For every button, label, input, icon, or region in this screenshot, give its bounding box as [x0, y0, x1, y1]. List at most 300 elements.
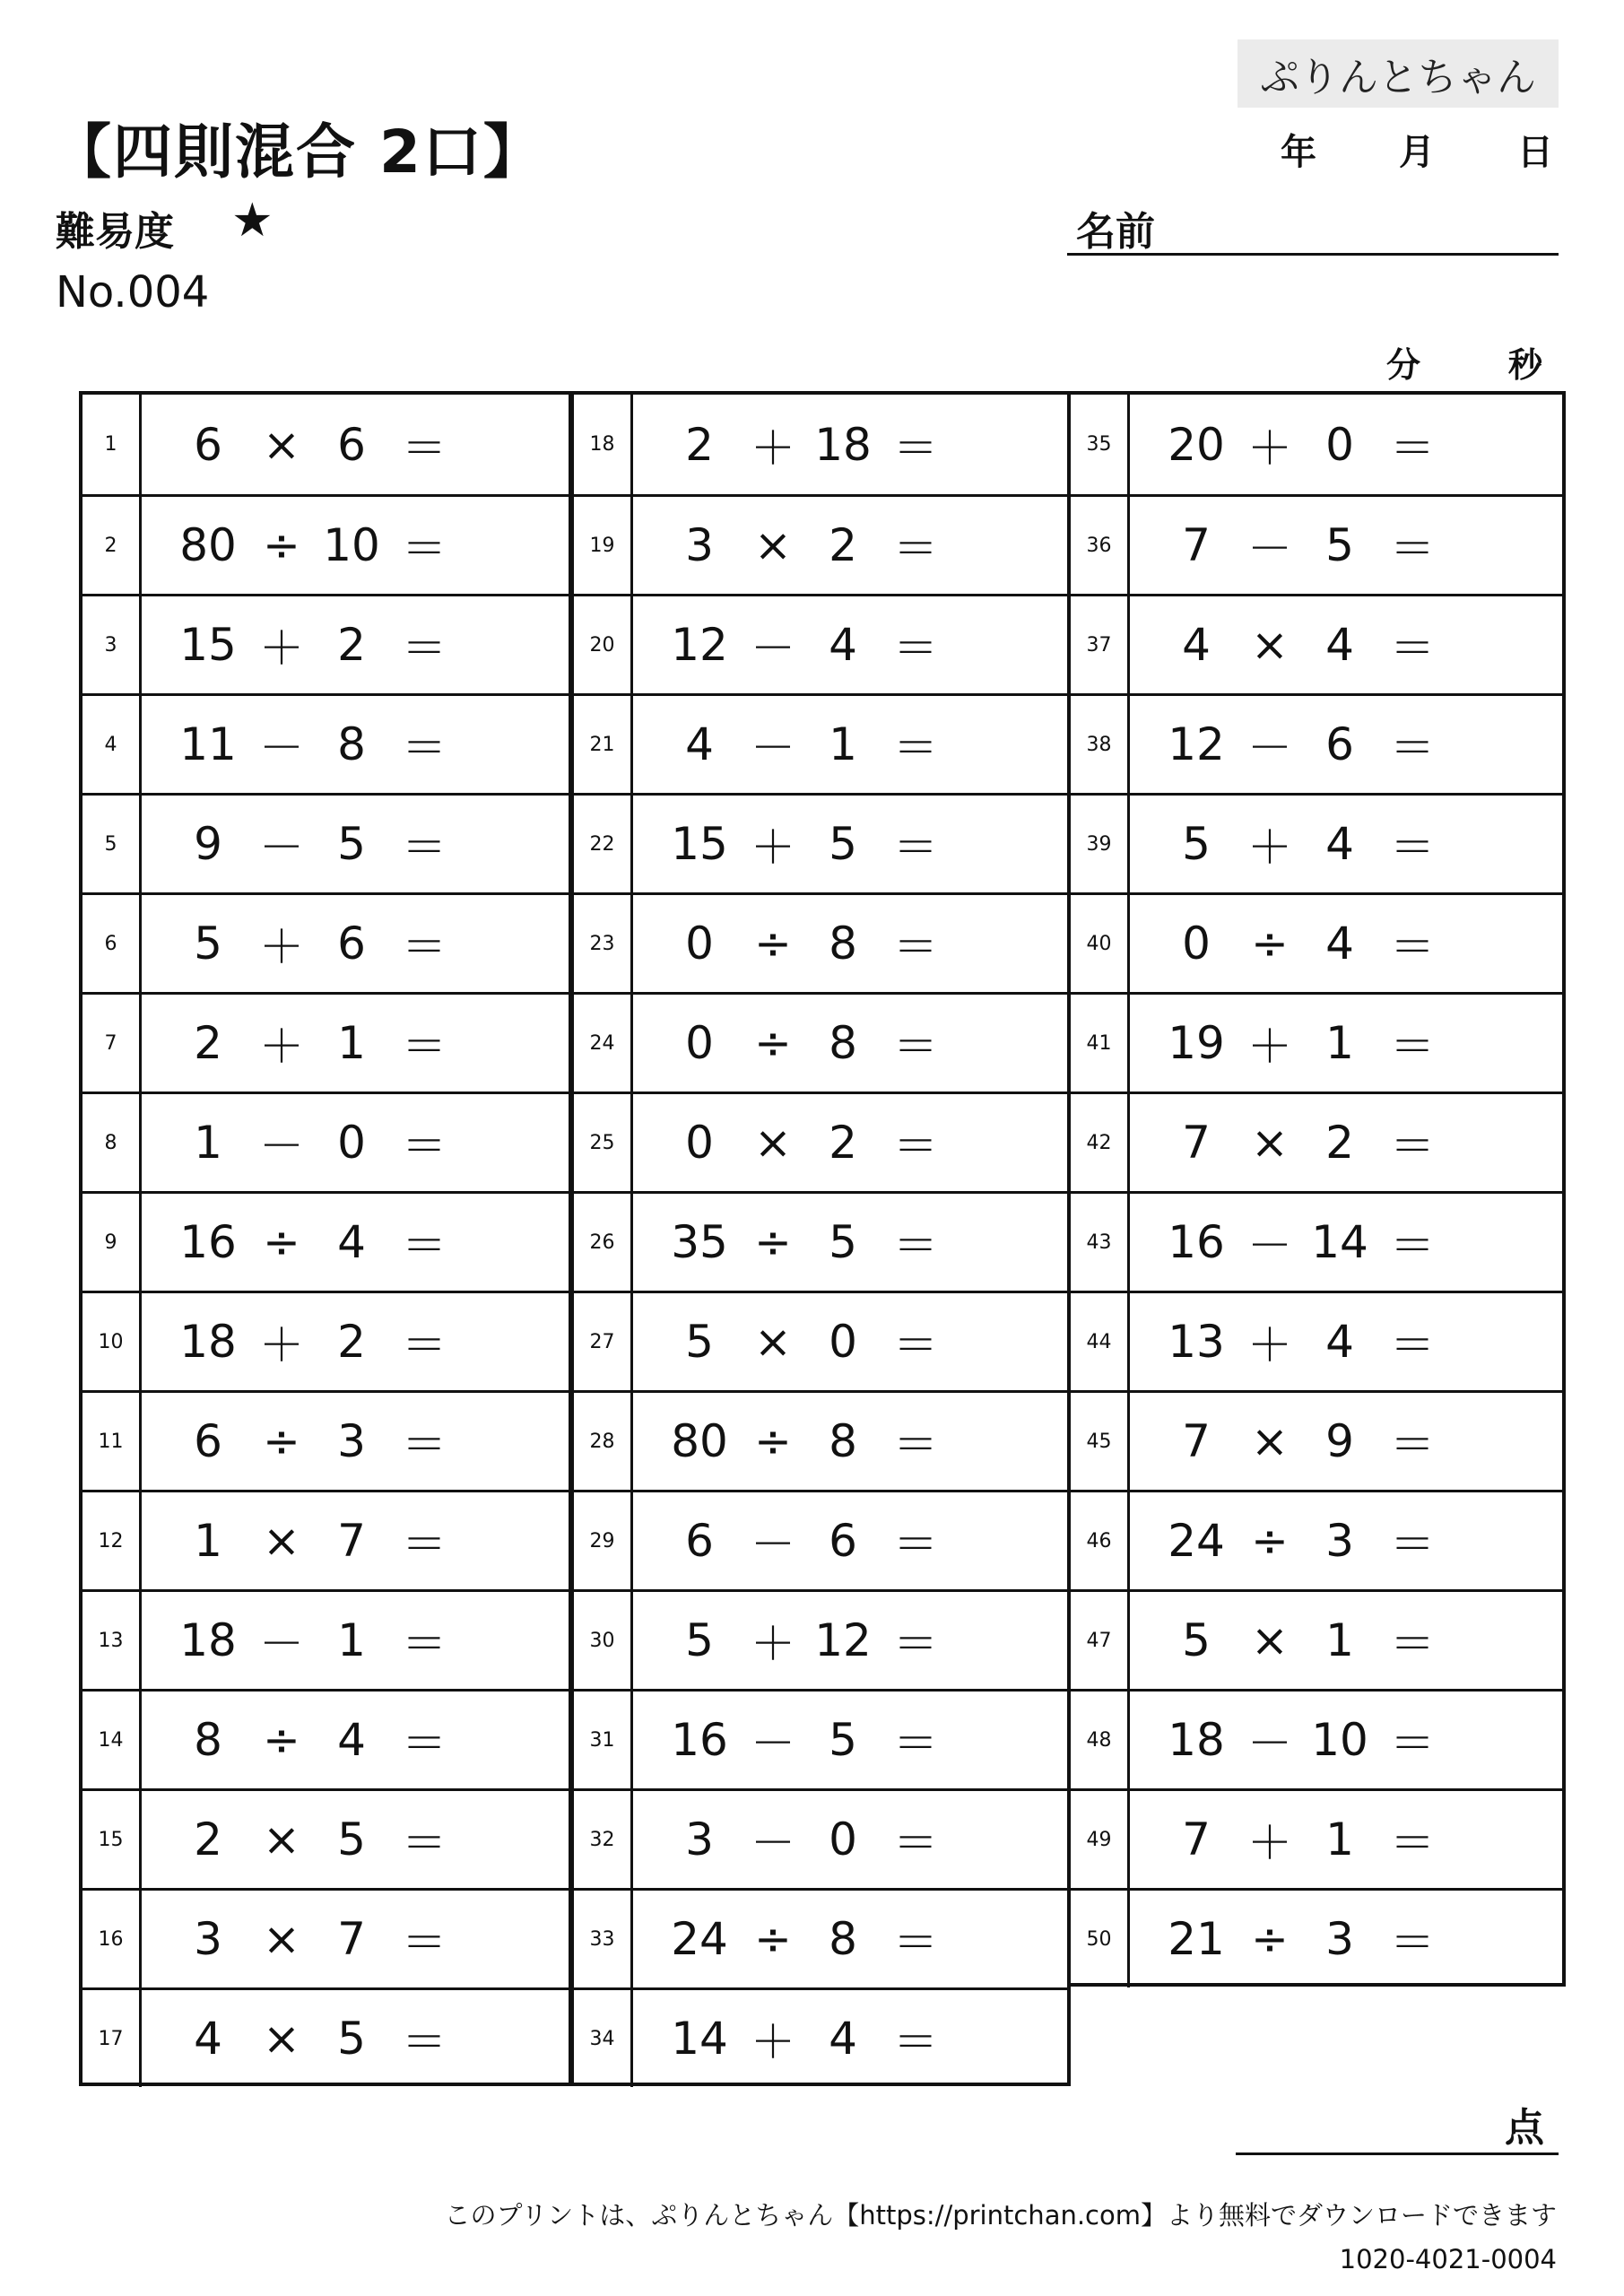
equals-sign: ＝ [402, 1917, 447, 1969]
problem-row [1071, 1191, 1562, 1291]
problem-expression [1130, 1393, 1562, 1490]
problem-number: 28 [574, 1393, 633, 1490]
equals-sign: ＝ [402, 1319, 447, 1371]
date-month-label: 月 [1399, 132, 1435, 173]
problem-number: 39 [1071, 796, 1130, 892]
operator: × [1251, 1614, 1289, 1666]
problem-number: 4 [83, 696, 142, 793]
operand-a: 5 [1182, 818, 1211, 870]
problem-number: 26 [574, 1194, 633, 1291]
brand-badge: ぷりんとちゃん [1238, 39, 1559, 108]
operator: ＋ [751, 2016, 795, 2068]
problem-expression [142, 1791, 569, 1888]
operator: ＋ [751, 822, 795, 874]
operator: － [751, 1817, 795, 1869]
equals-sign: ＝ [1390, 1120, 1435, 1172]
problem-number: 44 [1071, 1293, 1130, 1390]
problem-row [83, 1589, 569, 1689]
operand-b: 1 [1325, 1614, 1354, 1666]
operator: － [1247, 722, 1292, 774]
equals-sign: ＝ [893, 622, 938, 674]
problem-row [83, 1888, 569, 1987]
equals-sign: ＝ [893, 523, 938, 575]
problem-row [574, 1987, 1067, 2087]
operand-b: 2 [829, 1117, 857, 1169]
operand-b: 0 [829, 1813, 857, 1866]
problem-row [574, 1291, 1067, 1390]
operand-a: 1 [194, 1117, 222, 1169]
problem-expression [142, 1094, 569, 1191]
problem-number: 21 [574, 696, 633, 793]
problem-number: 7 [83, 995, 142, 1091]
operand-b: 8 [337, 718, 366, 770]
operand-b: 4 [829, 619, 857, 671]
equals-sign: ＝ [893, 1917, 938, 1969]
operand-a: 24 [1168, 1515, 1225, 1567]
problem-row [1071, 892, 1562, 992]
operator: － [751, 1718, 795, 1770]
problem-row [574, 992, 1067, 1091]
equals-sign: ＝ [893, 1120, 938, 1172]
operand-a: 3 [685, 519, 714, 571]
problem-row [83, 1291, 569, 1390]
operand-b: 4 [1325, 1316, 1354, 1368]
equals-sign: ＝ [1390, 1817, 1435, 1869]
equals-sign: ＝ [893, 2016, 938, 2068]
problem-number: 37 [1071, 596, 1130, 693]
equals-sign: ＝ [1390, 921, 1435, 973]
equals-sign: ＝ [893, 1817, 938, 1869]
operand-b: 7 [337, 1515, 366, 1567]
footer-note: このプリントは、ぷりんとちゃん【https://printchan.com】より無料でダウンロードできます [444, 2200, 1557, 2231]
operand-b: 5 [829, 818, 857, 870]
problem-expression [633, 1194, 1067, 1291]
score-label: 点 [1505, 2105, 1544, 2151]
problem-expression [1130, 1492, 1562, 1589]
operator: － [1247, 1220, 1292, 1272]
operand-b: 2 [337, 1316, 366, 1368]
problem-expression [142, 895, 569, 992]
equals-sign: ＝ [893, 822, 938, 874]
operand-b: 9 [1325, 1415, 1354, 1467]
equals-sign: ＝ [402, 422, 447, 474]
equals-sign: ＝ [402, 1021, 447, 1073]
problem-number: 16 [83, 1891, 142, 1987]
problem-expression [142, 395, 569, 494]
problem-row [83, 1091, 569, 1191]
equals-sign: ＝ [402, 1120, 447, 1172]
operand-b: 1 [829, 718, 857, 770]
problem-column-3 [1067, 391, 1566, 1987]
operator: ＋ [1247, 422, 1292, 474]
problem-row [83, 1490, 569, 1589]
problem-expression [1130, 1891, 1562, 1987]
operator: × [263, 418, 300, 471]
problem-number: 9 [83, 1194, 142, 1291]
operand-b: 6 [337, 918, 366, 970]
operator: ＋ [259, 1021, 304, 1073]
problem-row [574, 892, 1067, 992]
operator: ＋ [259, 1319, 304, 1371]
operand-a: 35 [671, 1216, 728, 1268]
equals-sign: ＝ [893, 1419, 938, 1471]
problem-number: 24 [574, 995, 633, 1091]
problem-number: 10 [83, 1293, 142, 1390]
operator: ÷ [754, 1415, 792, 1467]
operator: － [1247, 523, 1292, 575]
operand-b: 8 [829, 1415, 857, 1467]
problem-number: 29 [574, 1492, 633, 1589]
operand-a: 2 [194, 1813, 222, 1866]
operand-a: 5 [1182, 1614, 1211, 1666]
problem-number: 34 [574, 1990, 633, 2087]
problem-expression [633, 1791, 1067, 1888]
time-seconds-label: 秒 [1508, 345, 1543, 385]
operand-a: 13 [1168, 1316, 1225, 1368]
problem-expression [1130, 1293, 1562, 1390]
difficulty-star-icon: ★ [231, 194, 274, 248]
operand-b: 2 [829, 519, 857, 571]
operator: × [263, 2013, 300, 2065]
equals-sign: ＝ [1390, 1718, 1435, 1770]
equals-sign: ＝ [893, 1220, 938, 1272]
problem-expression [633, 995, 1067, 1091]
equals-sign: ＝ [402, 921, 447, 973]
operand-a: 5 [685, 1316, 714, 1368]
equals-sign: ＝ [402, 1817, 447, 1869]
operand-b: 4 [1325, 918, 1354, 970]
problem-number: 46 [1071, 1492, 1130, 1589]
date-day-label: 日 [1517, 132, 1553, 173]
operand-a: 0 [1182, 918, 1211, 970]
equals-sign: ＝ [1390, 1419, 1435, 1471]
operand-a: 7 [1182, 1415, 1211, 1467]
operand-b: 0 [829, 1316, 857, 1368]
operator: ÷ [754, 1913, 792, 1965]
equals-sign: ＝ [1390, 1618, 1435, 1670]
operator: ÷ [754, 918, 792, 970]
problem-row [83, 693, 569, 793]
problem-expression [142, 497, 569, 594]
operand-a: 18 [1168, 1714, 1225, 1766]
equals-sign: ＝ [1390, 1917, 1435, 1969]
problem-row [1071, 1490, 1562, 1589]
operator: × [263, 1913, 300, 1965]
problem-expression [633, 1891, 1067, 1987]
operand-a: 16 [1168, 1216, 1225, 1268]
problem-expression [633, 1990, 1067, 2087]
equals-sign: ＝ [402, 1220, 447, 1272]
problem-expression [1130, 1194, 1562, 1291]
footer-code: 1020-4021-0004 [1339, 2244, 1557, 2274]
operand-a: 80 [179, 519, 237, 571]
operator: － [259, 722, 304, 774]
operand-b: 1 [1325, 1017, 1354, 1069]
problem-number: 49 [1071, 1791, 1130, 1888]
problem-expression [142, 1194, 569, 1291]
operator: ÷ [1251, 1913, 1289, 1965]
problem-number: 8 [83, 1094, 142, 1191]
operator: × [754, 1117, 792, 1169]
equals-sign: ＝ [402, 2016, 447, 2068]
problem-expression [142, 596, 569, 693]
operator: ÷ [754, 1216, 792, 1268]
operand-a: 7 [1182, 1117, 1211, 1169]
problem-row [1071, 395, 1562, 494]
operand-a: 7 [1182, 519, 1211, 571]
problem-expression [142, 1393, 569, 1490]
problem-expression [142, 1692, 569, 1788]
operator: － [751, 622, 795, 674]
equals-sign: ＝ [402, 1419, 447, 1471]
operand-a: 12 [1168, 718, 1225, 770]
problem-number: 12 [83, 1492, 142, 1589]
problem-expression [633, 1094, 1067, 1191]
problem-row [1071, 1788, 1562, 1888]
time-minutes-label: 分 [1386, 345, 1421, 385]
equals-sign: ＝ [402, 1518, 447, 1570]
problem-row [1071, 1091, 1562, 1191]
operator: － [1247, 1718, 1292, 1770]
operand-a: 14 [671, 2013, 728, 2065]
date-year-label: 年 [1281, 132, 1316, 173]
operand-a: 24 [671, 1913, 728, 1965]
problem-expression [142, 1990, 569, 2087]
problem-row [574, 1390, 1067, 1490]
operand-b: 5 [337, 818, 366, 870]
operand-b: 6 [1325, 718, 1354, 770]
problem-number: 36 [1071, 497, 1130, 594]
equals-sign: ＝ [893, 722, 938, 774]
equals-sign: ＝ [402, 1618, 447, 1670]
operand-b: 8 [829, 1017, 857, 1069]
equals-sign: ＝ [893, 1319, 938, 1371]
operand-b: 2 [337, 619, 366, 671]
operand-a: 5 [194, 918, 222, 970]
operator: ＋ [1247, 1021, 1292, 1073]
operand-a: 1 [194, 1515, 222, 1567]
operator: ÷ [754, 1017, 792, 1069]
equals-sign: ＝ [1390, 523, 1435, 575]
operand-a: 2 [194, 1017, 222, 1069]
operand-b: 4 [337, 1714, 366, 1766]
problem-row [83, 594, 569, 693]
problem-number: 5 [83, 796, 142, 892]
score-entry-line[interactable] [1236, 2152, 1559, 2155]
operator: － [259, 1120, 304, 1172]
equals-sign: ＝ [1390, 1518, 1435, 1570]
problem-row [83, 1191, 569, 1291]
operand-b: 1 [337, 1614, 366, 1666]
problem-row [83, 992, 569, 1091]
operand-a: 3 [194, 1913, 222, 1965]
operand-a: 15 [179, 619, 237, 671]
problem-expression [633, 1293, 1067, 1390]
operand-a: 3 [685, 1813, 714, 1866]
problem-number: 23 [574, 895, 633, 992]
operand-a: 4 [194, 2013, 222, 2065]
problem-number: 32 [574, 1791, 633, 1888]
operand-a: 19 [1168, 1017, 1225, 1069]
operator: × [263, 1515, 300, 1567]
operator: ＋ [259, 921, 304, 973]
problem-expression [142, 1492, 569, 1589]
problem-row [574, 693, 1067, 793]
problem-number: 45 [1071, 1393, 1130, 1490]
operand-b: 6 [829, 1515, 857, 1567]
operand-b: 3 [1325, 1913, 1354, 1965]
problem-row [1071, 1589, 1562, 1689]
problem-number: 40 [1071, 895, 1130, 992]
problem-number: 47 [1071, 1592, 1130, 1689]
operator: ＋ [1247, 822, 1292, 874]
problem-number: 25 [574, 1094, 633, 1191]
problem-row [574, 594, 1067, 693]
problem-expression [142, 1891, 569, 1987]
problem-row [1071, 1291, 1562, 1390]
problem-row [574, 1689, 1067, 1788]
operand-a: 20 [1168, 418, 1225, 471]
equals-sign: ＝ [1390, 622, 1435, 674]
problem-row [83, 494, 569, 594]
operand-a: 21 [1168, 1913, 1225, 1965]
operator: ÷ [263, 519, 300, 571]
problem-number: 11 [83, 1393, 142, 1490]
operator: × [1251, 619, 1289, 671]
operand-a: 4 [685, 718, 714, 770]
problem-expression [633, 497, 1067, 594]
problem-expression [142, 1592, 569, 1689]
equals-sign: ＝ [1390, 722, 1435, 774]
problem-expression [1130, 995, 1562, 1091]
problem-number: 33 [574, 1891, 633, 1987]
problem-expression [633, 895, 1067, 992]
operand-a: 6 [194, 418, 222, 471]
problem-number: 48 [1071, 1692, 1130, 1788]
equals-sign: ＝ [893, 1718, 938, 1770]
operator: ＋ [751, 422, 795, 474]
difficulty-label: 難易度 [56, 209, 174, 255]
operand-b: 5 [337, 2013, 366, 2065]
operand-a: 18 [179, 1316, 237, 1368]
problem-expression [142, 696, 569, 793]
problem-row [83, 1788, 569, 1888]
operand-a: 0 [685, 1117, 714, 1169]
operand-a: 9 [194, 818, 222, 870]
problem-expression [633, 796, 1067, 892]
operand-b: 3 [1325, 1515, 1354, 1567]
operand-a: 16 [671, 1714, 728, 1766]
problem-row [1071, 1689, 1562, 1788]
operand-a: 15 [671, 818, 728, 870]
problem-row [574, 1589, 1067, 1689]
equals-sign: ＝ [402, 822, 447, 874]
operand-b: 6 [337, 418, 366, 471]
problem-row [574, 1191, 1067, 1291]
problem-row [83, 1390, 569, 1490]
operand-b: 5 [1325, 519, 1354, 571]
problem-row [574, 793, 1067, 892]
operand-b: 3 [337, 1415, 366, 1467]
operand-a: 6 [685, 1515, 714, 1567]
problem-expression [1130, 1791, 1562, 1888]
operand-b: 10 [1311, 1714, 1368, 1766]
operand-b: 4 [1325, 619, 1354, 671]
problem-expression [142, 995, 569, 1091]
worksheet-title: 【四則混合 2口】 [52, 117, 544, 187]
problem-expression [1130, 1094, 1562, 1191]
operand-a: 11 [179, 718, 237, 770]
problem-number: 2 [83, 497, 142, 594]
problem-expression [142, 796, 569, 892]
operand-a: 2 [685, 418, 714, 471]
problem-expression [1130, 497, 1562, 594]
problem-expression [1130, 395, 1562, 494]
operator: － [259, 1618, 304, 1670]
operator: ÷ [263, 1216, 300, 1268]
problem-number: 1 [83, 395, 142, 494]
equals-sign: ＝ [402, 523, 447, 575]
operand-b: 10 [323, 519, 380, 571]
problem-expression [1130, 796, 1562, 892]
operator: － [259, 822, 304, 874]
operand-b: 2 [1325, 1117, 1354, 1169]
operand-b: 0 [337, 1117, 366, 1169]
problem-number: 14 [83, 1692, 142, 1788]
equals-sign: ＝ [1390, 1021, 1435, 1073]
problem-number: 6 [83, 895, 142, 992]
equals-sign: ＝ [893, 422, 938, 474]
problem-row [574, 494, 1067, 594]
operand-a: 5 [685, 1614, 714, 1666]
operand-a: 0 [685, 918, 714, 970]
operator: × [1251, 1415, 1289, 1467]
operand-b: 0 [1325, 418, 1354, 471]
equals-sign: ＝ [893, 1021, 938, 1073]
equals-sign: ＝ [1390, 1220, 1435, 1272]
operand-b: 12 [814, 1614, 872, 1666]
operand-b: 4 [1325, 818, 1354, 870]
operand-b: 8 [829, 1913, 857, 1965]
equals-sign: ＝ [893, 921, 938, 973]
problem-row [1071, 693, 1562, 793]
problem-number: 20 [574, 596, 633, 693]
operand-b: 8 [829, 918, 857, 970]
problem-number: 15 [83, 1791, 142, 1888]
operator: ÷ [1251, 918, 1289, 970]
problem-number: 27 [574, 1293, 633, 1390]
operand-b: 14 [1311, 1216, 1368, 1268]
problem-expression [633, 596, 1067, 693]
operand-b: 18 [814, 418, 872, 471]
operand-b: 5 [337, 1813, 366, 1866]
problem-expression [1130, 596, 1562, 693]
problem-row [1071, 992, 1562, 1091]
equals-sign: ＝ [402, 622, 447, 674]
name-entry-line[interactable] [1067, 253, 1559, 256]
operator: ÷ [263, 1714, 300, 1766]
problem-expression [633, 1492, 1067, 1589]
problem-number: 18 [574, 395, 633, 494]
problem-row [574, 1888, 1067, 1987]
problem-expression [633, 395, 1067, 494]
operand-a: 6 [194, 1415, 222, 1467]
problem-row [574, 1788, 1067, 1888]
operator: ÷ [263, 1415, 300, 1467]
operator: － [751, 722, 795, 774]
problem-number: 13 [83, 1592, 142, 1689]
operand-a: 12 [671, 619, 728, 671]
